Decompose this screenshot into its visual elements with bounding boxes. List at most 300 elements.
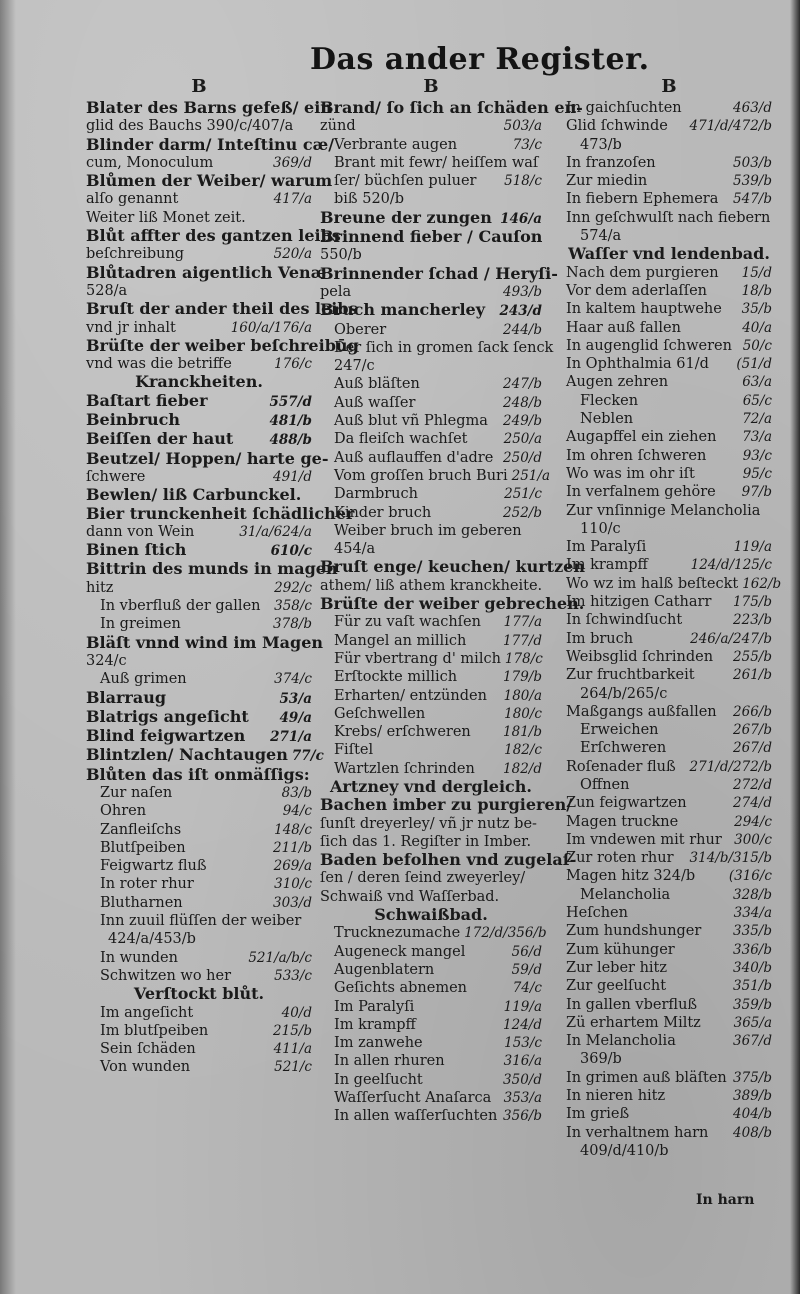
page-reference: 271/a [270,729,312,746]
entry-text: In Melancholia [566,1033,676,1050]
entry-text: Zun feigwartzen [566,795,687,812]
index-entry [320,1089,542,1107]
entry-text: 550/b [320,247,362,264]
index-entry [566,685,772,703]
index-entry [566,611,772,629]
page-reference: 340/b [733,959,772,976]
page-reference: 179/b [503,669,542,686]
index-entry [86,282,312,300]
index-entry [86,930,312,948]
index-entry [320,741,542,759]
index-entry [566,886,772,904]
index-entry [320,613,542,631]
index-entry [86,615,312,633]
page-reference: 215/b [273,1022,312,1039]
index-entry [86,411,312,430]
index-entry [86,468,312,486]
index-entry [320,375,542,393]
index-entry [86,766,312,784]
index-entry [86,670,312,688]
index-entry [566,648,772,666]
index-entry [86,949,312,967]
page-reference: 93/c [742,447,772,464]
page-reference: 180/a [503,687,542,704]
index-entry [566,1124,772,1142]
entry-text: Bier trunckenheit ſchädlicher [86,503,355,523]
page-reference: 18/b [741,282,772,299]
entry-text: Waſſerſucht Anaſarca [334,1090,492,1107]
index-entry [320,1071,542,1089]
entry-text: Im blutſpeiben [100,1022,209,1039]
entry-text: Ohren [100,803,147,820]
index-entry [86,727,312,746]
page-reference: (316/c [728,868,772,885]
index-entry [566,300,772,318]
column-letter: B [661,76,677,97]
index-entry [566,666,772,684]
page-reference: 488/b [269,432,312,449]
entry-text: glid des Bauchs 390/c/407/a [86,118,294,135]
index-entry [566,447,772,465]
page-reference: 316/a [503,1053,542,1070]
entry-text: 528/a [86,282,128,299]
entry-text: In roter rhur [100,876,194,893]
index-entry [86,226,341,246]
entry-text: 369/b [580,1051,622,1068]
entry-text: In greimen [100,616,181,633]
page-reference: 35/b [741,301,772,318]
index-entry [86,821,312,839]
entry-text: Inn geſchwulſt nach fiebern [566,209,771,226]
page-reference: 97/b [741,484,772,501]
index-entry [86,579,312,597]
entry-text: In ſchwindſucht [566,612,683,629]
entry-text: ſunſt dreyerley/ vñ jr nutz be- [320,815,537,832]
index-entry [86,967,312,985]
catchword: In harn [696,1192,755,1208]
index-entry [566,355,772,373]
entry-text: Blůtadren aigentlich Venæ [86,262,327,282]
index-entry [320,467,550,485]
entry-text: 574/a [580,228,622,245]
entry-text: biß 520/b [334,191,405,208]
page-reference: 248/b [503,394,542,411]
index-entry [566,154,772,172]
index-entry [320,321,542,339]
entry-text: In verhaltnem harn [566,1124,709,1141]
entry-text: dann von Wein [86,523,195,540]
index-entry [86,1058,312,1076]
index-entry [86,98,332,117]
page-reference: 40/d [281,1004,312,1021]
index-entry [566,575,782,593]
entry-text: Kranckheiten. [135,372,263,392]
page-reference: 162/b [742,575,782,592]
index-entry [566,1050,772,1068]
index-entry [566,264,772,282]
page-reference: 251/c [504,486,542,503]
entry-text: Auß bläſten [334,376,420,393]
page-reference: 223/b [733,612,772,629]
page-reference: 408/b [733,1124,772,1141]
entry-text: Wartzlen ſchrinden [334,760,475,777]
page-reference: 40/a [742,319,772,336]
page-reference: 404/b [733,1106,772,1123]
index-entry [86,319,312,337]
index-entry [566,630,772,648]
entry-text: Zur leber hitz [566,959,668,976]
entry-text: Augeneck mangel [334,943,466,960]
index-entry [86,209,312,227]
entry-text: Schwaiß vnd Waſſerbad. [320,888,500,905]
page-reference: 272/d [733,776,772,793]
index-column-3 [566,74,782,1160]
index-entry [86,559,338,579]
entry-text: Blinder darm/ Inteſtinu cæ/ [86,134,335,154]
index-entry [86,190,312,208]
entry-text: Inn zuuil flüſſen der weiber [100,913,302,930]
page-reference: 271/d/272/b [689,758,772,775]
entry-text: Flecken [580,392,639,409]
entry-text: Bläſt vnnd wind im Magen [86,632,324,652]
index-entry [566,556,772,574]
page-reference: 374/c [274,671,312,688]
page-reference: 310/c [274,876,312,893]
entry-text: Zur vnſinnige Melancholia [566,502,761,519]
page-reference: 547/b [733,191,772,208]
entry-text: Im Paralyſi [334,998,415,1015]
entry-text: Zanfleiſchs [100,821,182,838]
page-reference: 50/c [742,337,772,354]
entry-text: Kinder bruch [334,504,432,521]
entry-text: Im ohren ſchweren [566,447,707,464]
index-entry [320,1034,542,1052]
index-entry [86,392,312,411]
page-reference: 180/c [504,705,542,722]
entry-text: In allen waſſerſuchten [334,1108,498,1125]
entry-text: Für zu vaſt wachſen [334,614,481,631]
index-entry [86,839,312,857]
entry-text: Wo was im ohr iſt [566,465,695,482]
index-entry [566,794,772,812]
entry-text: Bewlen/ liß Carbunckel. [86,485,302,505]
page-reference: 243/d [499,303,542,320]
page-reference: 314/b/315/b [689,850,772,867]
entry-text: Baden befolhen vnd zugelaſ- [320,850,577,870]
entry-text: athem/ liß athem kranckheite. [320,577,543,594]
index-entry [566,538,772,556]
page-reference: 266/b [733,703,772,720]
page-reference: 375/b [733,1069,772,1086]
index-entry [566,1014,772,1032]
entry-text: Weiter liß Monet zeit. [86,209,246,226]
page-reference: 503/a [503,118,542,135]
entry-text: Schwaißbad. [374,905,488,925]
index-entry [566,319,772,337]
page-reference: 53/a [279,690,312,707]
page-reference: 356/b [503,1108,542,1125]
entry-text: Breune der zungen [320,207,492,227]
entry-text: In vberfluß der gallen [100,598,261,615]
page-reference: 175/b [733,594,772,611]
index-entry [320,412,542,430]
index-entry [86,745,324,765]
index-entry [320,668,542,686]
index-entry [566,703,772,721]
entry-text: Beinbruch [86,410,181,430]
page-reference: 518/c [504,173,542,190]
entry-text: Haar auß fallen [566,319,681,336]
page-reference: 77/c [291,748,324,765]
entry-text: Zum kühunger [566,941,675,958]
entry-text: In nieren hitz [566,1088,666,1105]
entry-text: Zum hundshunger [566,923,702,940]
index-entry [566,392,772,410]
index-entry [86,171,333,191]
page-reference: 252/b [503,504,542,521]
page-reference: 365/a [733,1014,772,1031]
index-entry [566,977,772,995]
page-reference: 95/c [742,465,772,482]
page-reference: 520/a [273,246,312,263]
section-heading [86,373,312,391]
index-entry [566,739,772,757]
entry-text: Blatrigs angeſicht [86,706,249,726]
index-entry [320,485,542,503]
index-entry [566,831,772,849]
entry-text: beſchreibung [86,246,185,263]
page-reference: 160/a/176/a [230,319,312,336]
page-reference: 182/c [504,742,542,759]
entry-text: Geſchwellen [334,705,426,722]
index-entry [320,394,542,412]
index-entry [566,1105,772,1123]
page-reference: 303/d [273,894,312,911]
entry-text: Augapffel ein ziehen [566,429,717,446]
entry-text: Verſtockt blůt. [133,984,265,1004]
page-reference: 267/d [733,740,772,757]
page-reference: 65/c [742,392,772,409]
index-entry [566,190,772,208]
entry-text: vnd jr inhalt [86,319,176,336]
page-reference: 178/c [504,650,543,667]
page-reference: 294/c [734,813,772,830]
entry-text: Brand/ ſo ſich an ſchäden en- [320,98,583,117]
index-entry [86,503,355,523]
page-reference: 503/b [733,154,772,171]
page-edge [790,0,800,1294]
entry-text: Fiſtel [334,742,374,759]
index-entry [86,486,312,504]
page-reference: 56/d [511,943,542,960]
index-entry [566,373,772,391]
page-reference: 247/b [503,376,542,393]
index-entry [320,98,583,117]
entry-text: Waſſer vnd lendenbad. [568,244,770,264]
index-entry [320,650,542,668]
page-reference: 182/d [503,760,542,777]
index-entry [86,652,312,670]
page-reference: 244/b [503,321,542,338]
index-entry [566,1032,772,1050]
index-entry [320,357,542,375]
index-entry [86,117,312,135]
index-entry [320,283,542,301]
index-entry [320,172,542,190]
index-entry [566,117,772,135]
entry-text: Blarraug [86,687,167,707]
entry-text: Brinnend fieber / Cauſon [320,227,543,247]
entry-text: Erſchweren [580,740,667,757]
page-reference: 177/a [503,614,542,631]
index-entry [86,154,312,172]
entry-text: Augenblatern [334,961,435,978]
index-entry [320,795,573,815]
index-entry [566,721,772,739]
entry-text: 409/d/410/b [580,1142,669,1159]
index-entry [86,857,312,875]
index-entry [566,758,772,776]
entry-text: Magen truckne [566,813,679,830]
index-entry [320,540,542,558]
index-entry [320,687,542,705]
entry-text: Vor dem aderlaſſen [566,282,708,299]
page-reference: 359/b [733,996,772,1013]
page-reference: 261/b [733,667,772,684]
index-entry [320,301,542,320]
entry-text: 110/c [580,520,621,537]
index-entry [320,577,542,595]
entry-text: Zur miedin [566,173,648,190]
page-reference: 124/d [503,1016,542,1033]
entry-text: Bruſt enge/ keuchen/ kurtzen [320,557,585,577]
index-entry [86,689,312,708]
entry-text: Brinnender ſchad / Heryſi- [320,263,558,283]
page-reference: 353/a [503,1090,542,1107]
entry-text: Vom groſſen bruch Buri [334,467,508,484]
entry-text: Augen zehren [566,374,669,391]
entry-list [566,99,782,1160]
index-entry [566,1142,772,1160]
entry-text: Schwitzen wo her [100,967,232,984]
entry-text: Auß auflauffen d'adre [334,449,494,466]
page-title: Das ander Register. [310,42,650,77]
index-entry [320,723,542,741]
index-entry [320,998,542,1016]
page-reference: 124/d/125/c [690,557,772,574]
index-entry [566,904,772,922]
column-letter: B [423,76,439,97]
entry-text: Bruſt der ander theil des leibs [86,299,358,319]
page-reference: 73/c [512,136,542,153]
entry-text: Blater des Barns gefeß/ ein [86,98,332,117]
entry-text: Von wunden [100,1059,191,1076]
index-column-2 [320,74,585,1126]
entry-text: Blintzlen/ Nachtaugen [86,745,288,765]
index-entry [86,541,312,560]
entry-text: Im hitzigen Catharr [566,594,712,611]
entry-text: Im bruch [566,630,634,647]
page-reference: 94/c [282,803,312,820]
page-reference: 59/d [511,961,542,978]
entry-text: cum, Monoculum [86,154,214,171]
entry-text: vnd was die betriffe [86,356,232,373]
index-entry [320,943,542,961]
page-reference: 328/b [733,886,772,903]
entry-text: Im zanwehe [334,1035,423,1052]
page-reference: 74/c [512,980,542,997]
index-entry [320,815,542,833]
index-entry [566,136,772,154]
entry-text: Erweichen [580,722,659,739]
page-reference: 250/d [503,449,542,466]
index-entry [320,246,542,264]
index-entry [566,813,772,831]
page-reference: 119/a [733,539,772,556]
index-entry [86,802,312,820]
entry-list [320,98,585,1126]
page-reference: 31/a/624/a [239,523,312,540]
index-entry [86,1022,312,1040]
entry-text: In Ophthalmia 61/d [566,356,709,373]
index-entry [320,833,542,851]
page-reference: 491/d [273,468,312,485]
page-reference: 411/a [273,1041,312,1058]
entry-text: Darmbruch [334,486,418,503]
entry-text: Blutharnen [100,894,183,911]
entry-text: Blind feigwartzen [86,726,246,746]
index-entry [320,430,542,448]
page-reference: 367/d [733,1033,772,1050]
entry-text: Brüſte der weiber gebrechen. [320,594,585,614]
entry-text: Weibsglid ſchrinden [566,648,714,665]
entry-text: Blůmen der Weiber/ warum [86,171,333,191]
page-reference: 246/a/247/b [690,630,772,647]
page-reference: 417/a [273,191,312,208]
entry-text: Zur roten rhur [566,850,674,867]
index-entry [566,337,772,355]
gutter-shadow [0,0,16,1294]
page-reference: 481/b [269,413,312,430]
entry-text: Wo wz im halß beſteckt [566,575,739,592]
entry-text: 324/c [86,652,127,669]
entry-text: Verbrante augen [334,136,458,153]
entry-text: In franzoſen [566,154,656,171]
entry-text: 473/b [580,136,622,153]
page-reference: 521/c [274,1059,312,1076]
entry-text: Krebs/ erſchweren [334,724,471,741]
page-reference: 49/a [279,709,312,726]
index-entry [320,154,542,172]
index-entry [566,1087,772,1105]
page-reference: 378/b [273,616,312,633]
page-reference: 493/b [503,283,542,300]
index-entry [566,922,772,940]
entry-text: Da fleiſch wachſet [334,431,468,448]
entry-text: Im krampff [334,1016,416,1033]
entry-text: In gallen vberfluß [566,996,698,1013]
entry-text: Nach dem purgieren [566,264,719,281]
entry-text: In verfalnem gehöre [566,484,716,501]
index-entry [566,849,772,867]
page-reference: 83/b [281,784,312,801]
entry-text: Zur geelſucht [566,978,667,995]
index-entry [86,912,312,930]
page-reference: 211/b [273,839,312,856]
index-entry [86,875,312,893]
page-reference: 358/c [274,598,312,615]
entry-text: In gaichſuchten [566,100,682,116]
